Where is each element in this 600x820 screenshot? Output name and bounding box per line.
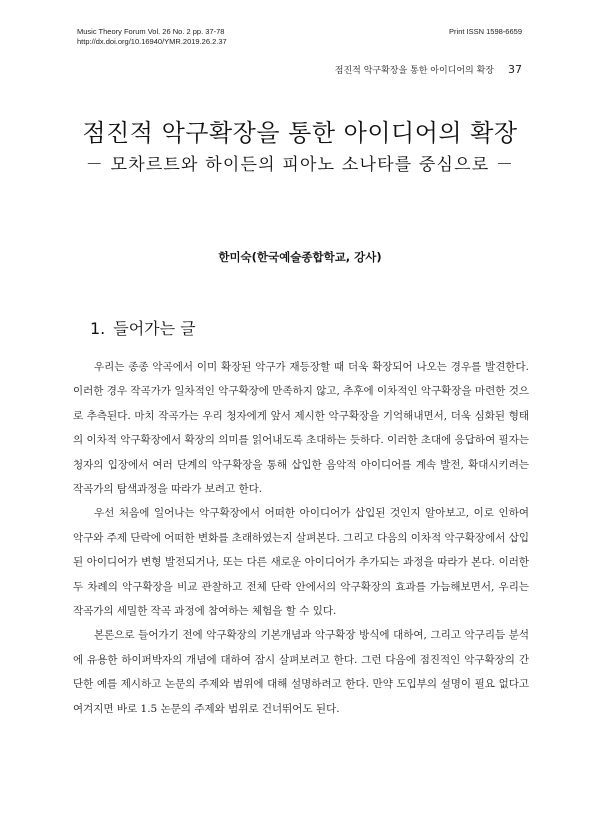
author-affiliation: 한미숙(한국예술종합학교, 강사): [218, 250, 382, 264]
issn-label: Print ISSN 1598-6659: [449, 27, 522, 36]
page-number: 37: [508, 63, 522, 76]
paragraph: 우리는 종종 악곡에서 이미 확장된 악구가 재등장할 때 더욱 확장되어 나오는 경우를 발견한다. 이러한 경우 작곡가가 일차적인 악구확장에 만족하지 않고, 추후에 이차적인 악구확장을 마련한 것으로 추측된다. 마치 작곡가는 우리 청자에게 앞서 제시한 악구확장을 기억해내면서, 더욱 심화된 형태의 이차적 악구확장에서 확장의 의미를 읽어내도록 초대하는 듯하다. 이러한 초대에 응답하여 필자는 청자의 입장에서 여러 단계의 악구확장을 통해 삽입한 음악적 아이디어를 계속 발전, 확대시키려는 작곡가의 탐색과정을 따라가 보려고 한다.: [73, 361, 529, 496]
article-title: 점진적 악구확장을 통한 아이디어의 확장: [82, 119, 518, 147]
journal-citation: Music Theory Forum Vol. 26 No. 2 pp. 37-78: [77, 27, 225, 36]
section-title: 들어가는 글: [113, 319, 196, 338]
paragraph: 우선 처음에 일어나는 악구확장에서 어떠한 아이디어가 삽입된 것인지 알아보고, 이로 인하여 악구와 주제 단락에 어떠한 변화를 초래하였는지 살펴본다. 그리고 다음의 이차적 악구확장에서 삽입된 아이디어가 변형 발전되거나, 또는 다른 새로운 아이디어가 추가되는 과정을 따라가 본다. 이러한 두 차례의 악구확장을 비교 관찰하고 전체 단락 안에서의 악구확장의 효과를 가늠해보면서, 우리는 작곡가의 세밀한 작곡 과정에 참여하는 체험을 할 수 있다.: [73, 507, 529, 618]
running-head: [335, 63, 522, 76]
article-subtitle: － 모차르트와 하이든의 피아노 소나타를 중심으로 －: [85, 155, 515, 175]
section-number: 1.: [90, 319, 106, 338]
journal-header: [77, 27, 227, 47]
running-head-title: 점진적 악구확장을 통한 아이디어의 확장: [334, 66, 494, 76]
doi-link[interactable]: http://dx.doi.org/10.16940/YMR.2019.26.2.37: [77, 37, 227, 46]
paragraph: 본론으로 들어가기 전에 악구확장의 기본개념과 악구확장 방식에 대하여, 그리고 악구리듬 분석에 유용한 하이퍼박자의 개념에 대하여 잠시 살펴보려고 한다. 그런 다음에 점진적인 악구확장의 간단한 예를 제시하고 논문의 주제와 범위에 대해 설명하려고 한다. 만약 도입부의 설명이 필요 없다고 여겨지면 바로 1.5 논문의 주제와 범위로 건너뛰어도 된다.: [73, 629, 529, 715]
body-text: [73, 355, 529, 721]
section-heading: [90, 316, 196, 339]
